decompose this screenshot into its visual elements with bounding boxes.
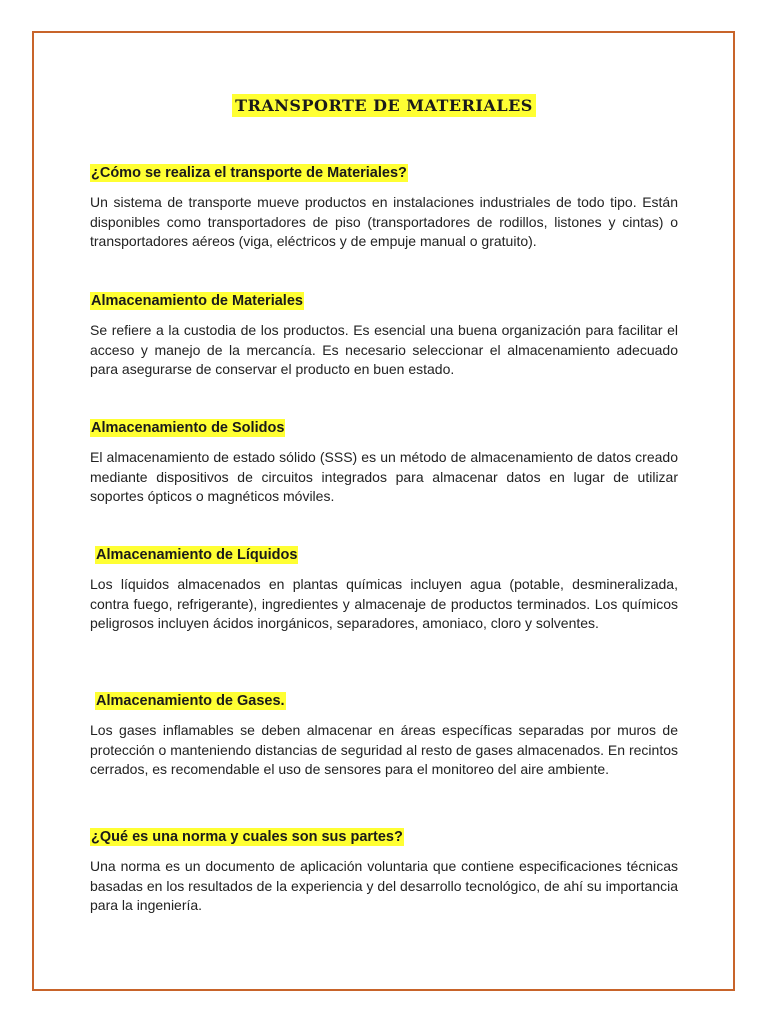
section-transporte bbox=[90, 163, 678, 252]
section-heading: Almacenamiento de Solidos bbox=[91, 420, 285, 436]
section-paragraph: Se refiere a la custodia de los productos. Es esencial una buena organización para facilitar el acceso y manejo de la mercancía. Es necesario seleccionar el almacenamiento adecuado para asegurarse de conservar el producto en buen estado. bbox=[90, 322, 678, 378]
section-norma bbox=[90, 827, 678, 916]
section-paragraph: Un sistema de transporte mueve productos en instalaciones industriales de todo tipo. Están disponibles como transportadores de piso (transportadores de rodillos, listones y cintas) o transportadores aéreos (viga, eléctricos y de empuje manual o gratuito). bbox=[90, 194, 678, 250]
section-paragraph: Los líquidos almacenados en plantas químicas incluyen agua (potable, desmineralizada, contra fuego, refrigerante), ingredientes y almacenaje de productos terminados. Los químicos peligrosos incluyen ácidos inorgánicos, separadores, amoniaco, cloro y solventes. bbox=[90, 576, 678, 632]
section-heading: ¿Qué es una norma y cuales son sus partes? bbox=[91, 829, 403, 845]
section-almacenamiento-gases bbox=[90, 691, 678, 780]
section-heading: Almacenamiento de Materiales bbox=[91, 293, 303, 309]
section-paragraph: Una norma es un documento de aplicación voluntaria que contiene especificaciones técnicas basadas en los resultados de la experiencia y del desarrollo tecnológico, de ahí su importancia para la ingeniería. bbox=[90, 858, 678, 914]
section-heading: Almacenamiento de Gases. bbox=[96, 693, 285, 709]
section-heading: ¿Cómo se realiza el transporte de Materiales? bbox=[91, 165, 407, 181]
section-paragraph: Los gases inflamables se deben almacenar en áreas específicas separadas por muros de protección o manteniendo distancias de seguridad al resto de gases almacenados. En recintos cerrados, es recomendable el uso de sensores para el monitoreo del aire ambiente. bbox=[90, 722, 678, 778]
section-almacenamiento-liquidos bbox=[90, 545, 678, 634]
section-heading: Almacenamiento de Líquidos bbox=[96, 547, 298, 563]
section-almacenamiento-materiales bbox=[90, 291, 678, 380]
section-paragraph: El almacenamiento de estado sólido (SSS) es un método de almacenamiento de datos creado mediante dispositivos de circuitos integrados para almacenar datos en lugar de utilizar soportes ópticos o magnéticos móviles. bbox=[90, 449, 678, 505]
document-title bbox=[0, 96, 768, 115]
document-title-text: TRANSPORTE DE MATERIALES bbox=[232, 94, 536, 117]
section-almacenamiento-solidos bbox=[90, 418, 678, 507]
